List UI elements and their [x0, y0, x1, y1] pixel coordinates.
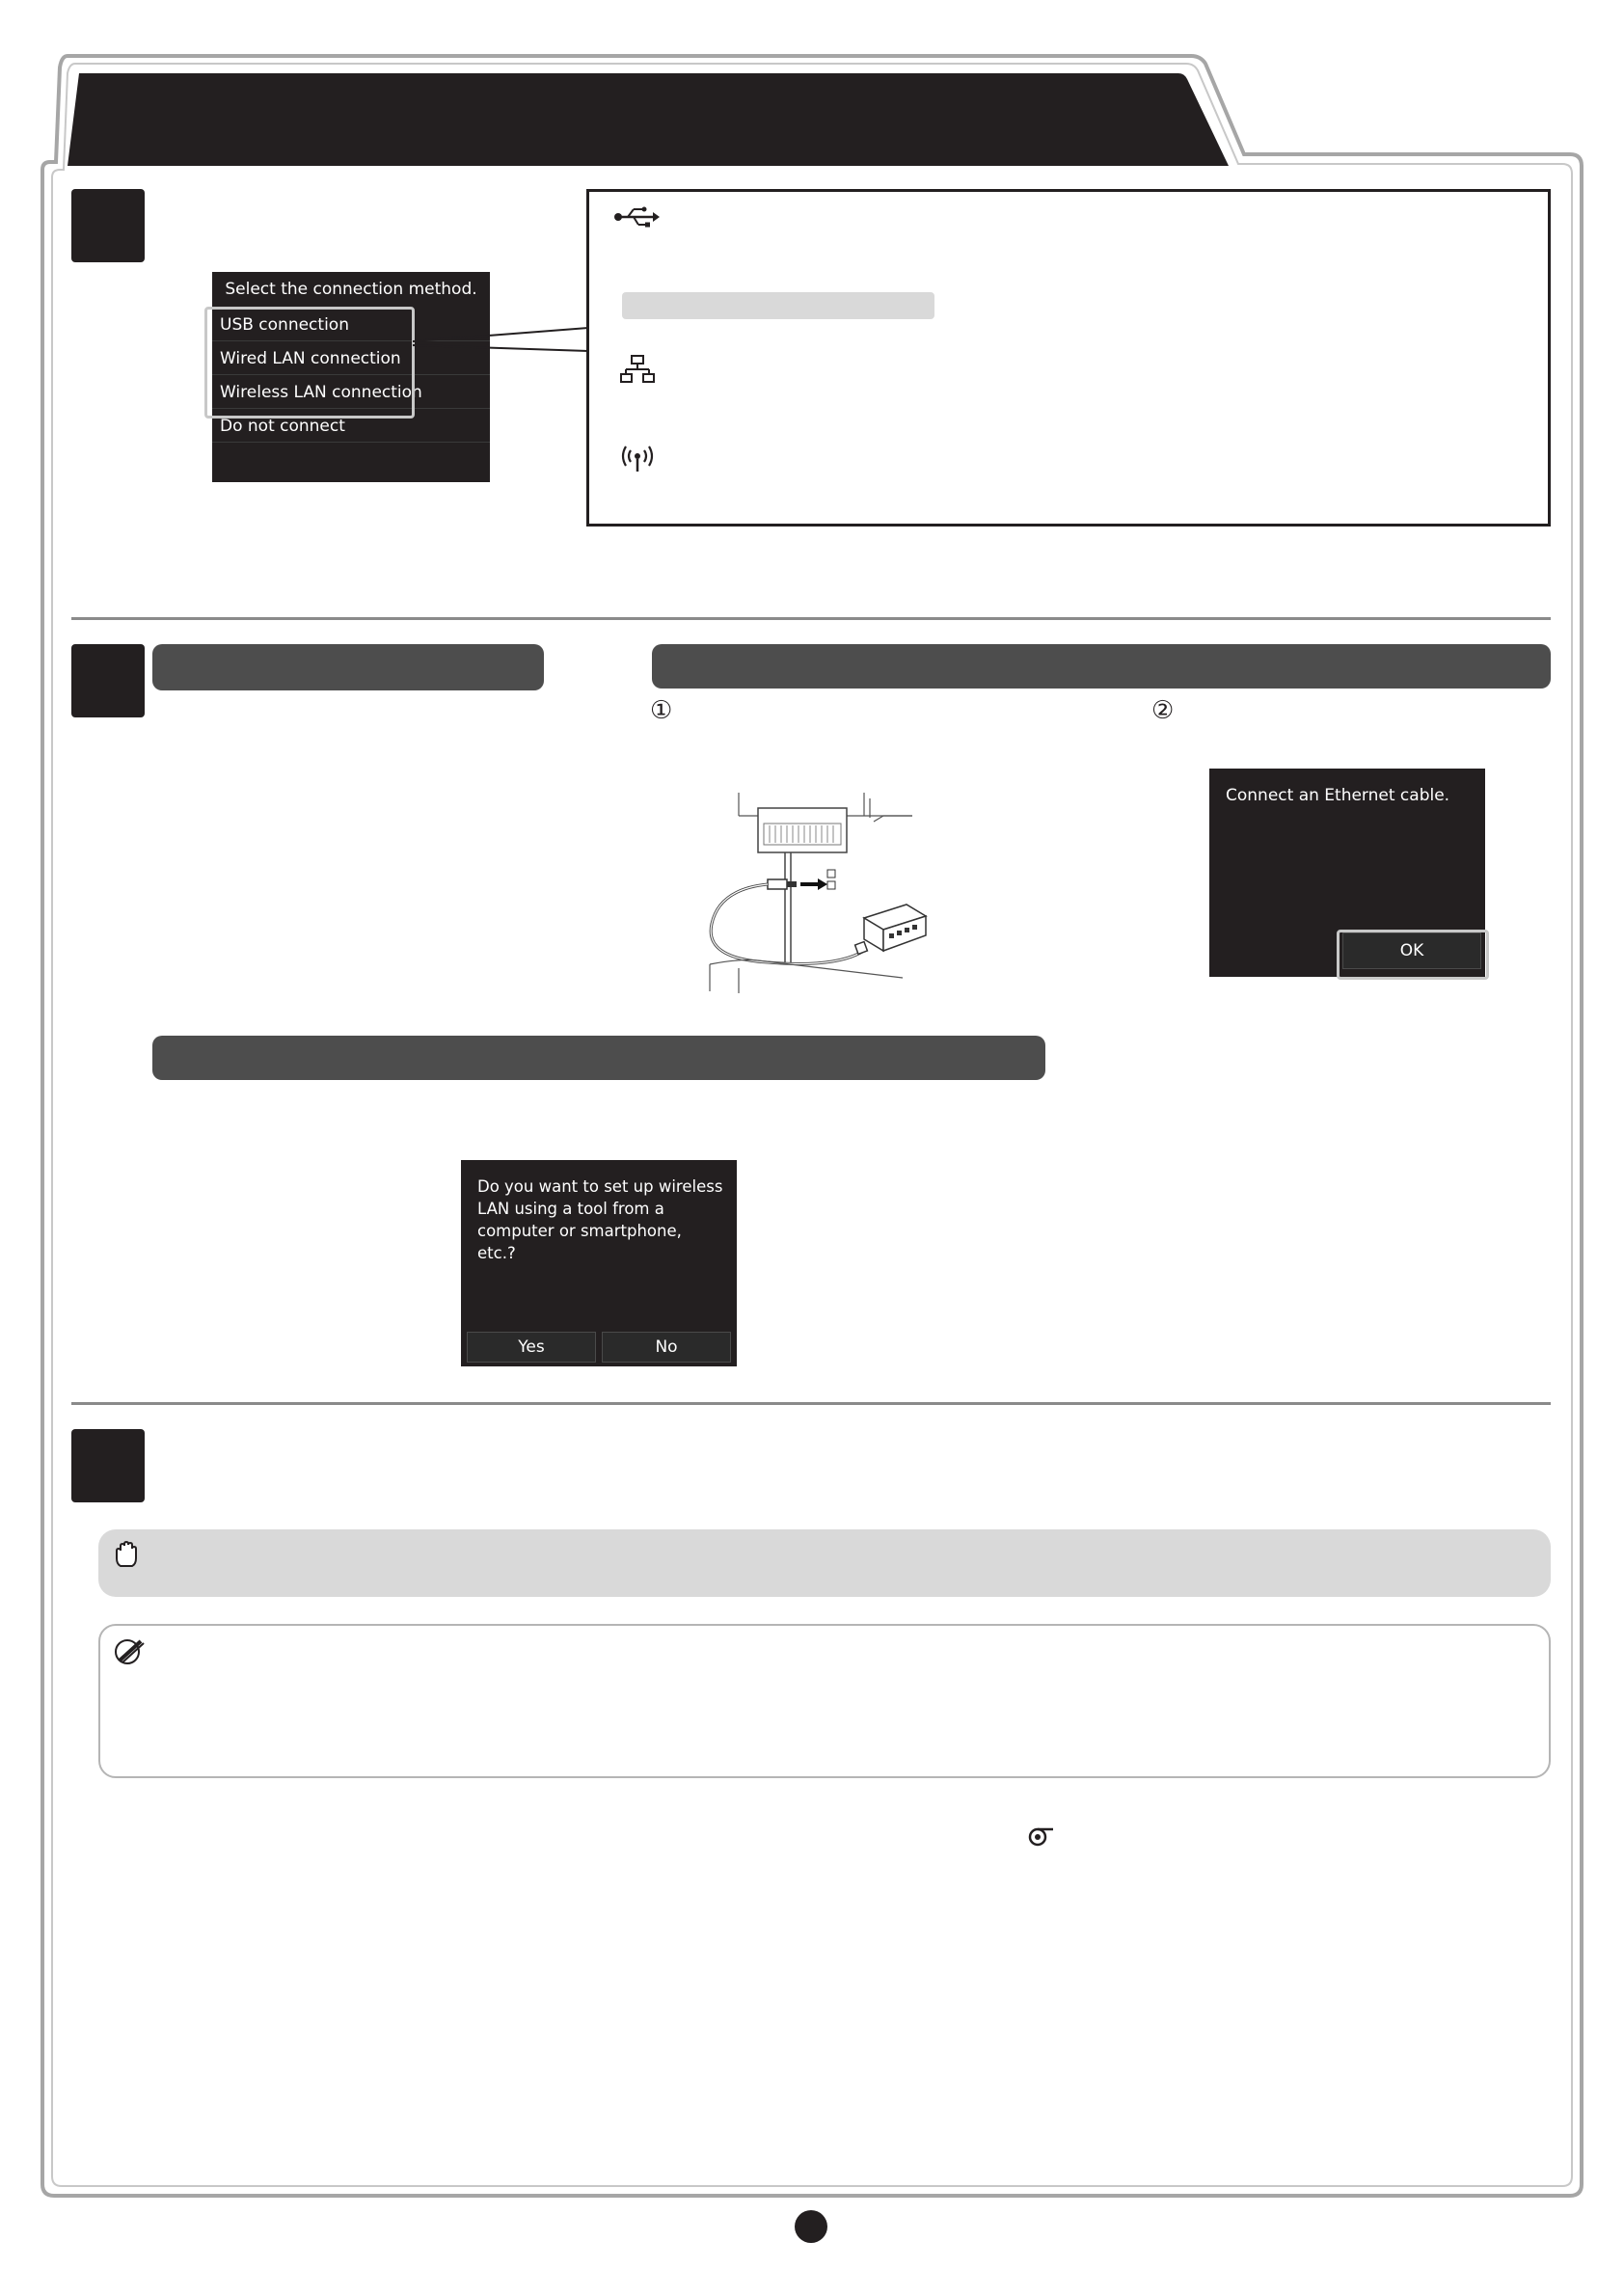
section-divider-1: [71, 617, 1551, 620]
connection-screen-title: Select the connection method.: [225, 280, 477, 299]
selected-options-highlight: [204, 307, 415, 419]
heading-pill-left: [152, 644, 544, 690]
wireless-screen-message: Do you want to set up wireless LAN using a tool from a computer or smartphone, etc.?: [477, 1177, 723, 1262]
important-panel: [98, 1529, 1551, 1597]
wired-step-1-number: ①: [650, 696, 673, 725]
roll-paper-icon: [1028, 1826, 1055, 1848]
highlight-bar: [622, 292, 934, 319]
usb-icon: [612, 205, 661, 229]
step-2-marker: [71, 644, 145, 717]
wireless-setup-screen: [461, 1160, 737, 1366]
ethernet-cable-illustration: [700, 789, 928, 995]
section-divider-2: [71, 1402, 1551, 1405]
no-button[interactable]: No: [602, 1332, 731, 1363]
wired-lan-heading-pill: [652, 644, 1551, 689]
wireless-icon: [620, 445, 655, 475]
yes-button[interactable]: Yes: [467, 1332, 596, 1363]
wired-step-2-number: ②: [1151, 696, 1175, 725]
wireless-lan-heading-pill: [152, 1036, 1045, 1080]
network-icon: [620, 354, 655, 385]
wireless-lan-connection-option[interactable]: Wireless LAN connection: [212, 376, 490, 409]
usb-connection-option[interactable]: USB connection: [212, 309, 490, 341]
note-panel: [98, 1624, 1551, 1778]
connection-types-callout: [586, 189, 1551, 527]
step-1-marker: [71, 189, 145, 262]
pencil-icon: [114, 1637, 145, 1666]
hand-icon: [114, 1541, 139, 1568]
page-number-badge: [795, 2210, 827, 2243]
do-not-connect-option[interactable]: Do not connect: [212, 410, 490, 443]
ok-button[interactable]: OK: [1342, 932, 1481, 969]
wired-lan-connection-option[interactable]: Wired LAN connection: [212, 342, 490, 375]
callout-connector: [413, 324, 588, 353]
ethernet-screen-message: Connect an Ethernet cable.: [1226, 786, 1450, 805]
ok-button-highlight: [1337, 930, 1489, 980]
step-3-marker: [71, 1429, 145, 1502]
